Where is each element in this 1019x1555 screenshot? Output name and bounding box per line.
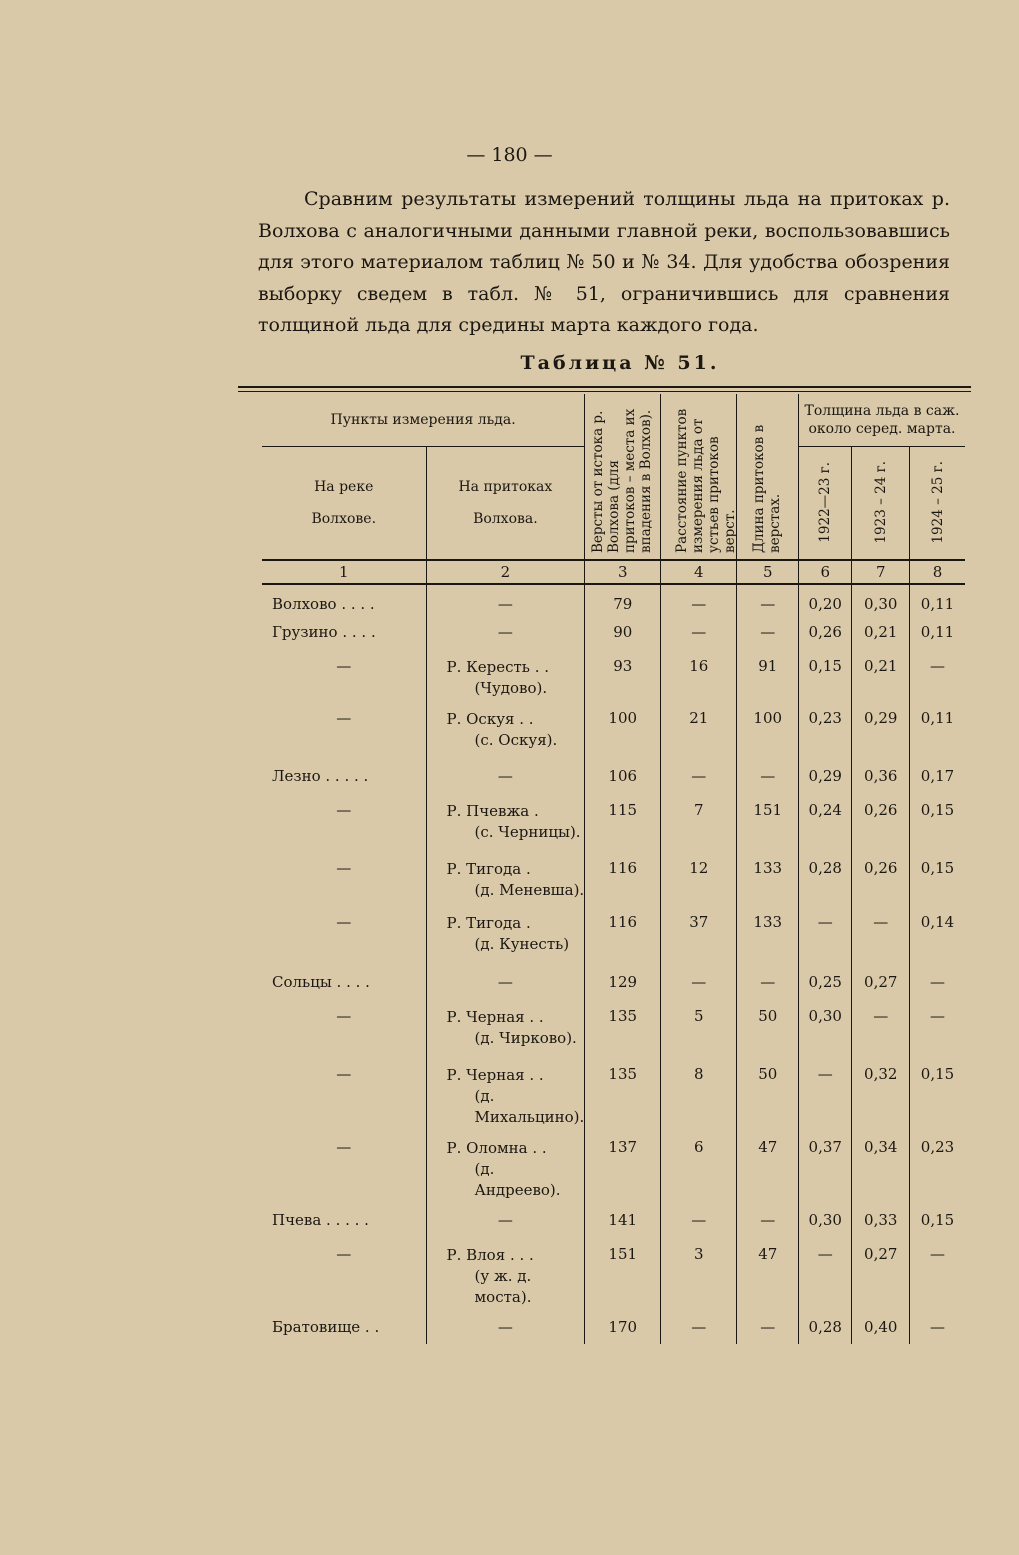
cell-tributary-point (426, 903, 585, 963)
cell-versts: 115 (585, 791, 661, 849)
cell-year-2: 0,21 (852, 647, 910, 699)
tributary-location: (у ж. д. моста). (474, 1267, 532, 1306)
cell-year-3: — (930, 657, 945, 675)
cell-river-point: Лезно . . . . . (262, 757, 426, 791)
cell-versts: 129 (585, 963, 661, 997)
table-row (262, 1235, 965, 1308)
cell-year-3: 0,15 (920, 1065, 955, 1083)
cell-distance: — (661, 584, 737, 613)
cell-length: — (737, 963, 799, 997)
cell-year-3: 0,23 (920, 1138, 955, 1156)
cell-distance: 21 (661, 699, 737, 757)
cell-length: — (737, 613, 799, 647)
cell-river-point: — (262, 791, 426, 849)
table-row (262, 1128, 965, 1201)
cell-length: 133 (737, 903, 799, 963)
cell-year-3: 0,17 (920, 767, 955, 785)
cell-length: 91 (737, 647, 799, 699)
tributary-location: (д. Меневша). (474, 881, 585, 899)
cell-year-3: — (930, 1318, 945, 1336)
cell-year-1: 0,24 (799, 791, 852, 849)
table-row (262, 647, 965, 699)
cell-river-point: — (262, 1235, 426, 1308)
cell-year-2: 0,27 (852, 963, 910, 997)
table-top-rule-thin (238, 391, 971, 392)
cell-length: 50 (737, 1055, 799, 1128)
cell-tributary-point: — (426, 963, 585, 997)
cell-year-1: 0,23 (799, 699, 852, 757)
cell-year-1: 0,26 (799, 613, 852, 647)
header-on-river: На реке Волхове. (262, 446, 426, 560)
cell-year-2: — (852, 997, 910, 1055)
cell-river-point: — (262, 647, 426, 699)
cell-year-1: 0,37 (799, 1128, 852, 1201)
intro-paragraph: Сравним результаты измерений толщины льда на притоках р. Волхова с аналогичными данными главной реки, воспользовавшись для этого материалом таблиц № 50 и № 34. Для удобства обозрения выборку сведем в табл. № 51, ограничившись для сравнения толщиной льда для средины марта каждого года. (258, 188, 950, 336)
cell-distance: 6 (661, 1128, 737, 1201)
cell-year-3: 0,11 (920, 709, 955, 727)
header-year-2: 1923 – 24 г. (852, 446, 910, 560)
cell-year-3: — (930, 1007, 945, 1025)
col-number: 2 (426, 560, 585, 584)
header-on-tributaries: На притоках Волхова. (426, 446, 585, 560)
table-row (262, 1055, 965, 1128)
cell-year-3: — (930, 1245, 945, 1263)
cell-length: 100 (737, 699, 799, 757)
cell-year-2: 0,30 (852, 584, 910, 613)
cell-tributary-point (426, 1235, 585, 1308)
cell-year-3: — (930, 973, 945, 991)
cell-year-1: 0,29 (799, 757, 852, 791)
cell-year-1: — (799, 1055, 852, 1128)
tributary-name: Р. Тигода . (446, 914, 531, 932)
cell-length: 133 (737, 849, 799, 903)
tributary-location: (д. Чирково). (474, 1029, 577, 1047)
cell-length: 151 (737, 791, 799, 849)
page-number: — 180 — (466, 144, 553, 166)
table-row (262, 849, 965, 903)
cell-river-point: — (262, 1055, 426, 1128)
cell-river-point: Волхово . . . . (262, 584, 426, 613)
table-row (262, 963, 965, 997)
col-number: 1 (262, 560, 426, 584)
cell-distance: 37 (661, 903, 737, 963)
ice-thickness-table (262, 394, 965, 1344)
cell-year-1: 0,20 (799, 584, 852, 613)
tributary-name: Р. Кересть . . (446, 658, 550, 676)
cell-tributary-point: — (426, 584, 585, 613)
tributary-name: Р. Оскуя . . (446, 710, 534, 728)
cell-year-1: 0,30 (799, 1201, 852, 1235)
table-body (262, 584, 965, 1344)
col-number: 8 (910, 560, 965, 584)
tributary-location: (с. Черницы). (474, 823, 581, 841)
cell-versts: 135 (585, 997, 661, 1055)
table-row (262, 1308, 965, 1344)
cell-year-3: 0,15 (920, 801, 955, 819)
cell-year-1: 0,28 (799, 1308, 852, 1344)
cell-length: — (737, 1201, 799, 1235)
cell-distance: — (661, 757, 737, 791)
tributary-name: Р. Черная . . (446, 1008, 544, 1026)
table-row (262, 699, 965, 757)
cell-distance: — (661, 1201, 737, 1235)
header-length: Длина притоков в верстах. (737, 394, 799, 560)
tributary-name: Р. Влоя . . . (446, 1246, 534, 1264)
cell-tributary-point (426, 791, 585, 849)
col-number: 4 (661, 560, 737, 584)
cell-versts: 135 (585, 1055, 661, 1128)
table-row (262, 1201, 965, 1235)
col-number: 6 (799, 560, 852, 584)
cell-river-point: — (262, 699, 426, 757)
cell-tributary-point: — (426, 1308, 585, 1344)
cell-length: 47 (737, 1235, 799, 1308)
cell-year-3: 0,15 (920, 1211, 955, 1229)
header-points: Пункты измерения льда. (262, 394, 585, 446)
cell-year-2: 0,32 (852, 1055, 910, 1128)
cell-distance: 5 (661, 997, 737, 1055)
cell-length: — (737, 584, 799, 613)
cell-tributary-point: — (426, 1201, 585, 1235)
cell-tributary-point (426, 647, 585, 699)
cell-distance: — (661, 613, 737, 647)
tributary-location: (д. Кунесть) (474, 935, 570, 953)
cell-year-3: 0,11 (920, 595, 955, 613)
tributary-name: Р. Пчевжа . (446, 802, 539, 820)
cell-year-2: 0,34 (852, 1128, 910, 1201)
cell-river-point: Пчева . . . . . (262, 1201, 426, 1235)
cell-versts: 93 (585, 647, 661, 699)
cell-distance: 3 (661, 1235, 737, 1308)
col-number: 5 (737, 560, 799, 584)
cell-year-2: 0,26 (852, 849, 910, 903)
cell-tributary-point (426, 849, 585, 903)
cell-river-point: Братовище . . (262, 1308, 426, 1344)
cell-year-2: 0,27 (852, 1235, 910, 1308)
cell-versts: 141 (585, 1201, 661, 1235)
cell-river-point: Грузино . . . . (262, 613, 426, 647)
cell-versts: 151 (585, 1235, 661, 1308)
tributary-location: (Чудово). (474, 679, 548, 697)
cell-versts: 90 (585, 613, 661, 647)
cell-year-1: — (799, 903, 852, 963)
cell-year-1: — (799, 1235, 852, 1308)
cell-versts: 79 (585, 584, 661, 613)
col-number: 7 (852, 560, 910, 584)
cell-versts: 106 (585, 757, 661, 791)
tributary-name: Р. Оломна . . (446, 1139, 547, 1157)
cell-year-1: 0,15 (799, 647, 852, 699)
header-year-3: 1924 – 25 г. (910, 446, 965, 560)
header-year-1: 1922—23 г. (799, 446, 852, 560)
cell-tributary-point (426, 1128, 585, 1201)
cell-year-2: 0,33 (852, 1201, 910, 1235)
table-row (262, 584, 965, 613)
cell-river-point: — (262, 903, 426, 963)
table-top-rule (238, 386, 971, 388)
table-row (262, 757, 965, 791)
cell-year-3: 0,14 (920, 913, 955, 931)
cell-distance: 12 (661, 849, 737, 903)
cell-versts: 137 (585, 1128, 661, 1201)
cell-distance: 16 (661, 647, 737, 699)
cell-year-2: 0,21 (852, 613, 910, 647)
cell-year-1: 0,28 (799, 849, 852, 903)
col-number: 3 (585, 560, 661, 584)
cell-river-point: — (262, 1128, 426, 1201)
header-distance: Расстояние пунктов измерения льда от устьев притоков верст. (661, 394, 737, 560)
cell-year-3: 0,15 (920, 859, 955, 877)
header-thickness: Толщина льда в саж. около серед. марта. (799, 394, 965, 446)
table-row (262, 613, 965, 647)
cell-river-point: — (262, 997, 426, 1055)
cell-tributary-point: — (426, 757, 585, 791)
cell-tributary-point (426, 997, 585, 1055)
cell-year-1: 0,25 (799, 963, 852, 997)
cell-length: 47 (737, 1128, 799, 1201)
cell-distance: 8 (661, 1055, 737, 1128)
cell-year-2: 0,29 (852, 699, 910, 757)
cell-tributary-point (426, 699, 585, 757)
cell-versts: 100 (585, 699, 661, 757)
tributary-location: (с. Оскуя). (474, 731, 558, 749)
cell-tributary-point (426, 1055, 585, 1128)
cell-versts: 170 (585, 1308, 661, 1344)
header-versts: Версты от истока р. Волхова (для притоков – места их впадения в Волхов). (585, 394, 661, 560)
cell-distance: — (661, 963, 737, 997)
tributary-name: Р. Черная . . (446, 1066, 544, 1084)
cell-year-2: — (852, 903, 910, 963)
cell-length: — (737, 1308, 799, 1344)
cell-length: 50 (737, 997, 799, 1055)
cell-tributary-point: — (426, 613, 585, 647)
tributary-location: (д. Андреево). (474, 1160, 561, 1199)
tributary-location: (д. Михальцино). (474, 1087, 585, 1126)
table-row (262, 903, 965, 963)
cell-distance: — (661, 1308, 737, 1344)
table-title: Таблица № 51. (520, 352, 720, 374)
cell-year-2: 0,26 (852, 791, 910, 849)
cell-year-2: 0,36 (852, 757, 910, 791)
cell-river-point: Сольцы . . . . (262, 963, 426, 997)
cell-year-1: 0,30 (799, 997, 852, 1055)
cell-year-2: 0,40 (852, 1308, 910, 1344)
cell-year-3: 0,11 (920, 623, 955, 641)
cell-versts: 116 (585, 903, 661, 963)
table-row (262, 791, 965, 849)
cell-river-point: — (262, 849, 426, 903)
table-row (262, 997, 965, 1055)
cell-versts: 116 (585, 849, 661, 903)
cell-distance: 7 (661, 791, 737, 849)
cell-length: — (737, 757, 799, 791)
tributary-name: Р. Тигода . (446, 860, 531, 878)
